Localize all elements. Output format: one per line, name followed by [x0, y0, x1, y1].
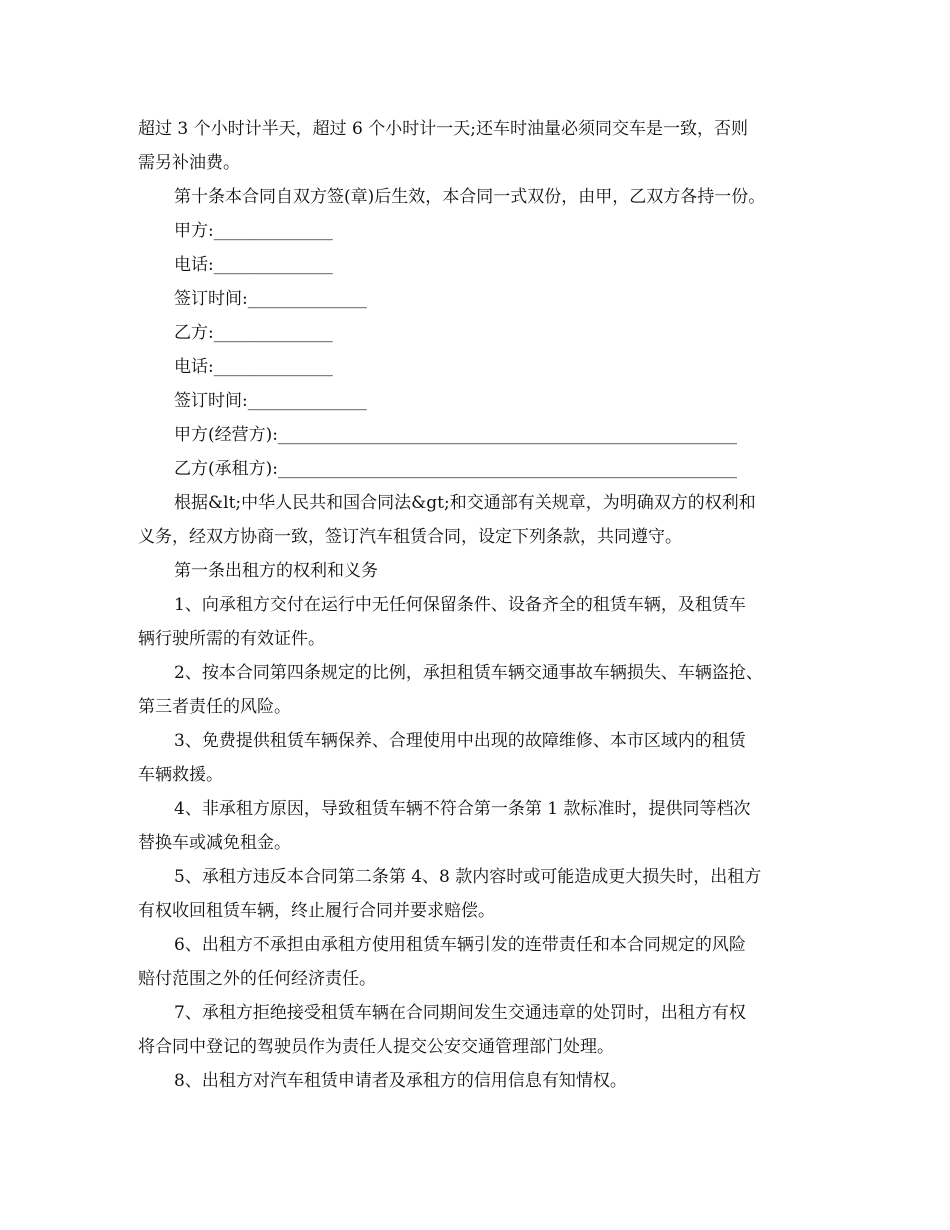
text-line: 乙方:______________ [174, 323, 333, 343]
text-line: 4、非承租方原因，导致租赁车辆不符合第一条第 1 款标准时，提供同等档次 [174, 799, 751, 819]
text-line: 7、承租方拒绝接受租赁车辆在合同期间发生交通违章的处罚时，出租方有权 [174, 1003, 746, 1023]
text-line: 超过 3 个小时计半天，超过 6 个小时计一天;还车时油量必须同交车是一致，否则 [138, 119, 748, 139]
text-line: 第一条出租方的权利和义务 [174, 561, 378, 581]
text-line: 签订时间:______________ [174, 391, 367, 411]
text-line: 将合同中登记的驾驶员作为责任人提交公安交通管理部门处理。 [138, 1037, 614, 1057]
text-line: 8、出租方对汽车租赁申请者及承租方的信用信息有知情权。 [174, 1071, 627, 1091]
text-line: 根据&lt;中华人民共和国合同法&gt;和交通部有关规章，为明确双方的权利和 [174, 493, 756, 513]
text-line: 6、出租方不承担由承租方使用租赁车辆引发的连带责任和本合同规定的风险 [174, 935, 746, 955]
text-line: 电话:______________ [174, 357, 333, 377]
text-line: 替换车或减免租金。 [138, 833, 291, 853]
text-line: 乙方(承租方):______________________________________________________ [174, 459, 737, 479]
text-line: 辆行驶所需的有效证件。 [138, 629, 325, 649]
text-line: 车辆救援。 [138, 765, 223, 785]
text-line: 甲方(经营方):______________________________________________________ [174, 425, 737, 445]
text-line: 需另补油费。 [138, 153, 240, 173]
text-line: 3、免费提供租赁车辆保养、合理使用中出现的故障维修、本市区域内的租赁 [174, 731, 746, 751]
text-line: 第三者责任的风险。 [138, 697, 291, 717]
text-line: 甲方:______________ [174, 221, 333, 241]
text-line: 电话:______________ [174, 255, 333, 275]
text-line: 签订时间:______________ [174, 289, 367, 309]
document-body [138, 112, 818, 1098]
text-line: 赔付范围之外的任何经济责任。 [138, 969, 376, 989]
text-line: 1、向承租方交付在运行中无任何保留条件、设备齐全的租赁车辆，及租赁车 [174, 595, 746, 615]
text-line: 有权收回租赁车辆，终止履行合同并要求赔偿。 [138, 901, 495, 921]
text-line: 2、按本合同第四条规定的比例，承担租赁车辆交通事故车辆损失、车辆盗抢、 [174, 663, 763, 683]
text-line: 第十条本合同自双方签(章)后生效，本合同一式双份，由甲，乙双方各持一份。 [174, 187, 766, 207]
text-line: 5、承租方违反本合同第二条第 4、8 款内容时或可能造成更大损失时，出租方 [174, 867, 762, 887]
text-line: 义务，经双方协商一致，签订汽车租赁合同，设定下列条款，共同遵守。 [138, 527, 682, 547]
